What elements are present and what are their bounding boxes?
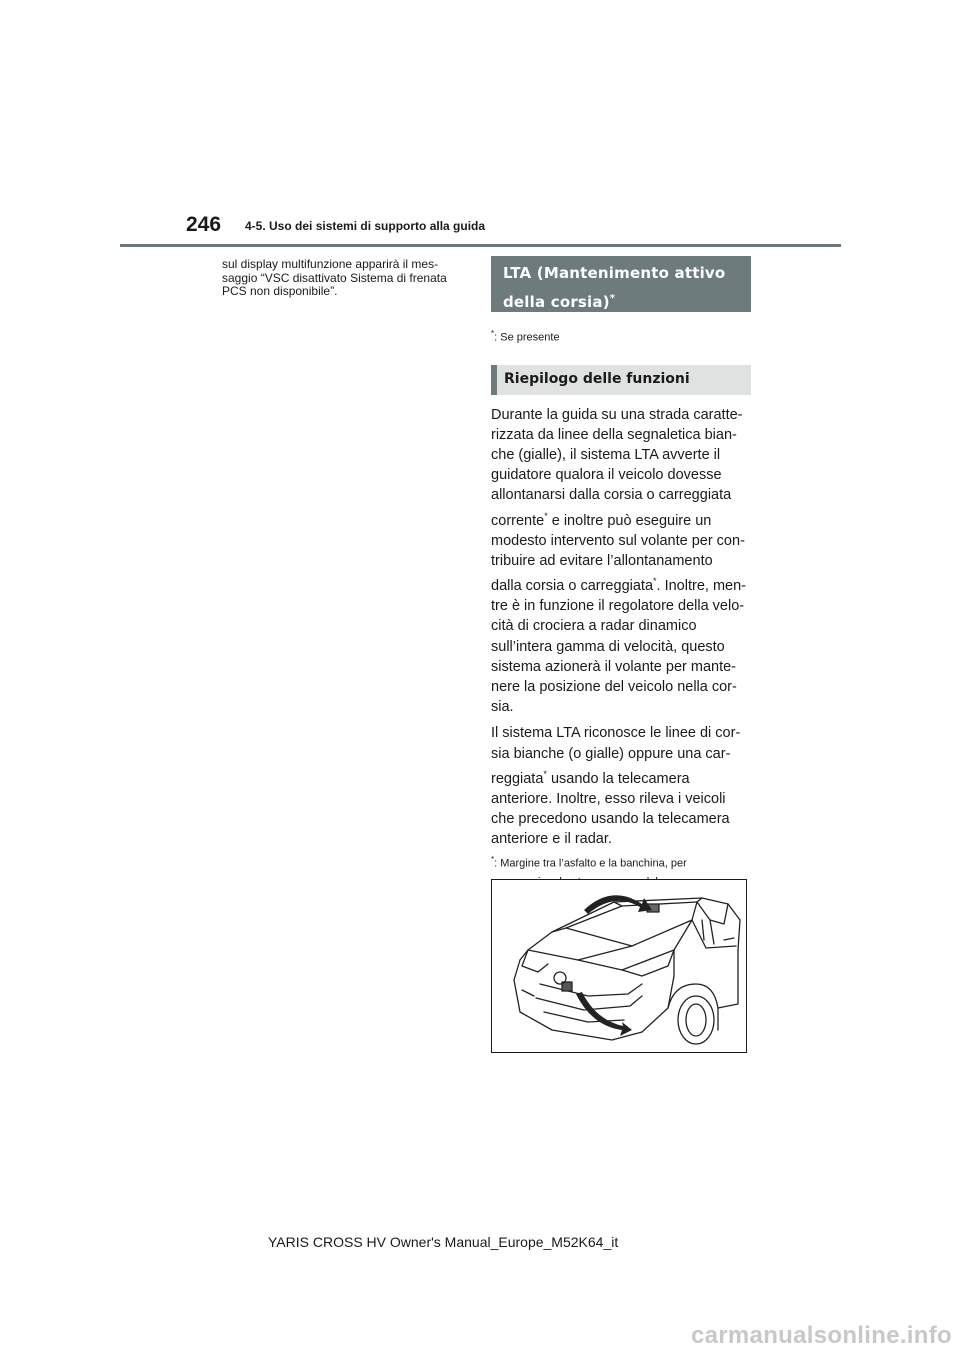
section-header: 4-5. Uso dei sistemi di supporto alla guida (245, 219, 486, 233)
footer-manual-id: YARIS CROSS HV Owner's Manual_Europe_M52K64_it (268, 1234, 619, 1250)
page-number: 246 (186, 213, 222, 236)
car-illustration-icon (492, 880, 747, 1053)
title-line-1: LTA (Mantenimento attivo (503, 264, 726, 282)
left-line-3: PCS non disponibile”. (222, 284, 338, 298)
paragraph-1: Durante la guida su una strada caratte- rizzata da linee della segnaletica bian- che (gialle), il sistema LTA avverte il guidatore qualora il veicolo dovesse allontanarsi dalla corsia o carreggiata corrente* e inoltre può eseguire un modesto intervento sul volante per con- tribuire ad evitare l’allontanamento dalla corsia o carreggiata*. Inoltre, men- tre è in funzione il regolatore della velo- cità di crociera a radar dinamico sull’intera gamma di velocità, questo sistema azionerà il volante per mante- nere la posizione del veicolo nella cor- sia. (491, 406, 746, 716)
left-line-1: sul display multifunzione apparirà il mes- (222, 257, 439, 271)
watermark-logo: carmanualsonline.info (690, 1322, 952, 1349)
body-text (491, 405, 751, 850)
footnote-availability: *: Se presente (491, 329, 560, 344)
subheading-function-summary: Riepilogo delle funzioni (491, 365, 751, 395)
footnote-2-line-1: *: Margine tra l’asfalto e la banchina, per (491, 855, 687, 871)
title-asterisk: * (609, 293, 616, 304)
right-column (491, 256, 751, 891)
left-column (222, 258, 472, 299)
paragraph-2: Il sistema LTA riconosce le linee di cor- sia bianche (o gialle) oppure una car- reggiata* usando la telecamera anteriore. Inoltre, esso rileva i veicoli che precedono usando la telecamera anteriore e il radar. (491, 725, 741, 848)
header-rule (120, 244, 841, 247)
title-line-2: della corsia)* (503, 293, 616, 311)
car-camera-radar-illustration (491, 879, 747, 1053)
section-title-box (491, 256, 751, 312)
left-line-2: saggio “VSC disattivato Sistema di frenata (222, 270, 447, 285)
